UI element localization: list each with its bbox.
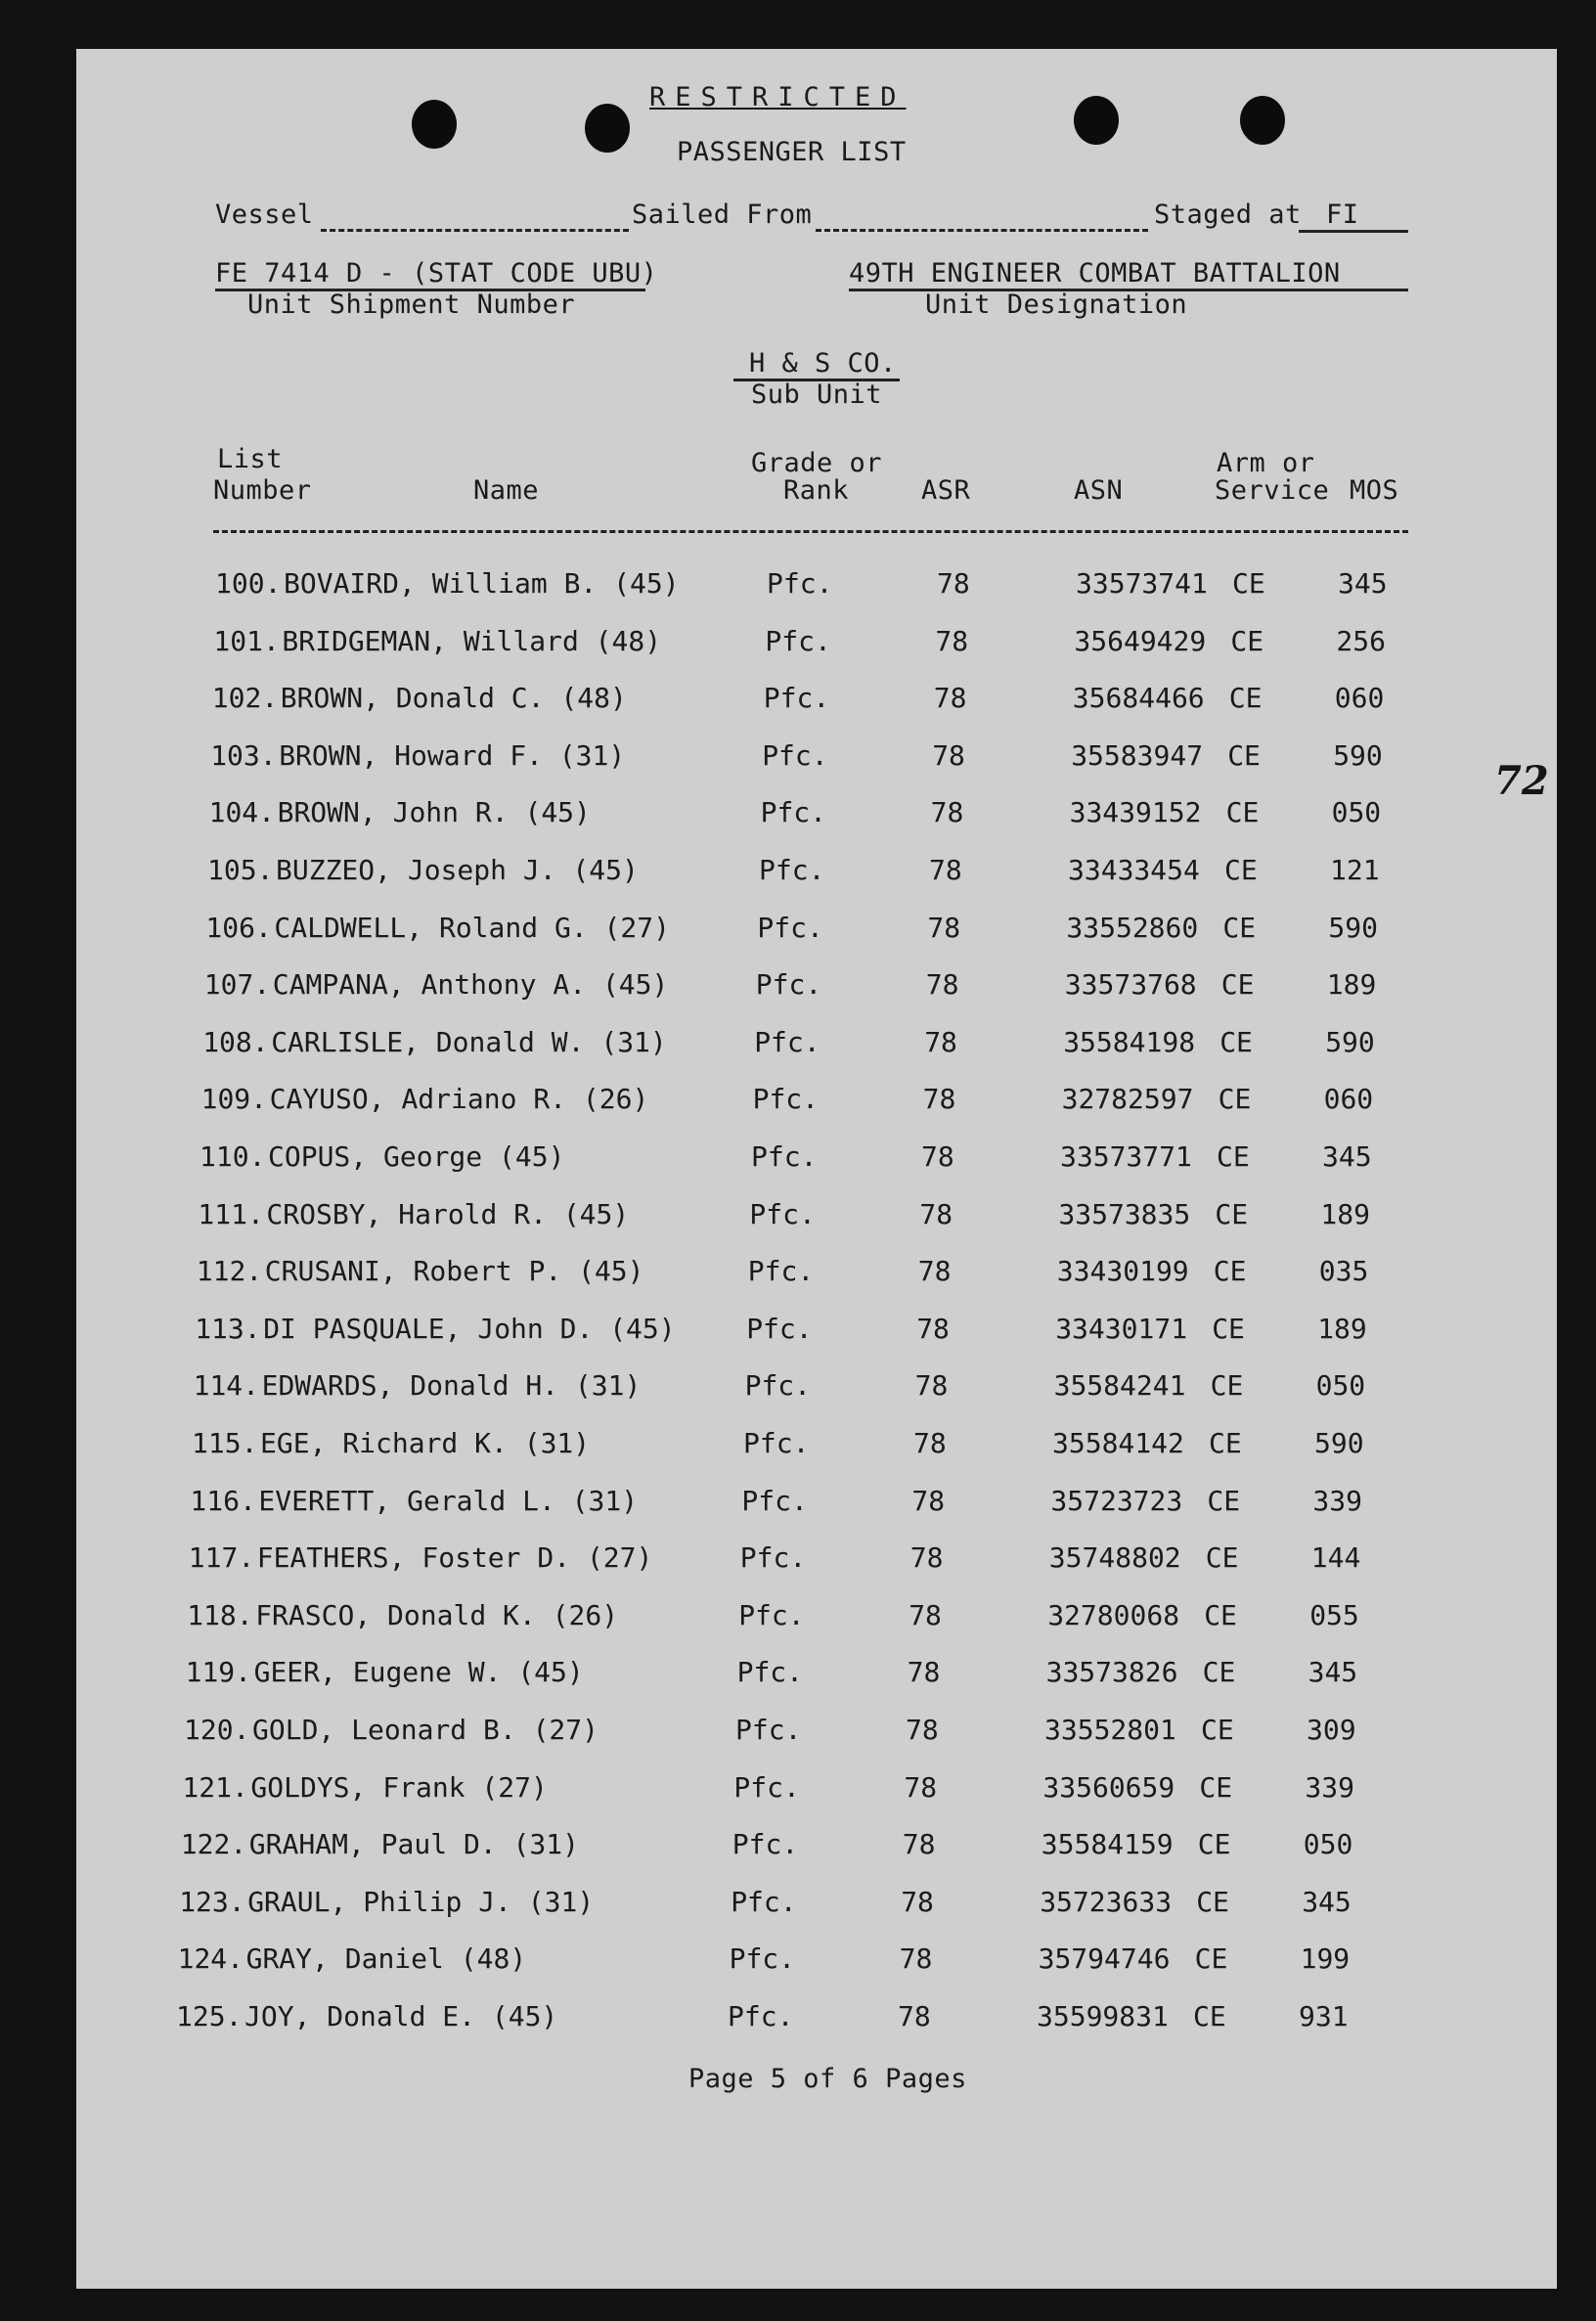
- col-arm-header: Arm or: [1217, 448, 1315, 478]
- passenger-name: GOLD, Leonard B. (27): [252, 1714, 599, 1746]
- list-number: 104.: [208, 796, 276, 829]
- col-name-header: Name: [473, 475, 540, 506]
- mos-code: 050: [1303, 1828, 1353, 1861]
- arm-service: CE: [1219, 1025, 1253, 1058]
- list-title: PASSENGER LIST: [677, 137, 907, 167]
- unit-designation: 49TH ENGINEER COMBAT BATTALION: [849, 258, 1408, 291]
- asn-value: 35584198: [1063, 1025, 1196, 1058]
- asr-value: 78: [904, 1770, 938, 1804]
- mos-code: 345: [1338, 567, 1388, 600]
- arm-service: CE: [1212, 1312, 1245, 1345]
- mos-code: 144: [1310, 1541, 1361, 1575]
- mos-code: 060: [1323, 1083, 1374, 1116]
- col-rank-header: Rank: [783, 475, 850, 506]
- arm-service: CE: [1225, 796, 1260, 829]
- asr-value: 78: [927, 911, 961, 944]
- asr-value: 78: [932, 738, 965, 772]
- asr-value: 78: [925, 968, 959, 1002]
- unit-designation-label: Unit Designation: [925, 290, 1188, 320]
- asr-value: 78: [935, 624, 969, 657]
- passenger-name: CRUSANI, Robert P. (45): [264, 1255, 644, 1288]
- margin-number: 72: [1494, 758, 1549, 804]
- passenger-name: DI PASQUALE, John D. (45): [263, 1312, 676, 1345]
- list-number: 109.: [200, 1083, 268, 1116]
- grade-rank: Pfc.: [741, 1484, 808, 1517]
- asn-value: 33433454: [1068, 854, 1200, 886]
- asn-value: 33573741: [1076, 567, 1208, 600]
- mos-code: 345: [1302, 1885, 1352, 1918]
- asn-value: 35684466: [1072, 682, 1205, 715]
- asr-value: 78: [937, 567, 970, 600]
- sub-unit-label: Sub Unit: [751, 379, 883, 410]
- grade-rank: Pfc.: [732, 1828, 799, 1861]
- punch-hole: [1074, 96, 1119, 145]
- passenger-name: BROWN, John R. (45): [277, 796, 591, 829]
- list-number: 103.: [210, 738, 277, 772]
- asn-value: 35584142: [1052, 1427, 1184, 1459]
- passenger-name: CAYUSO, Adriano R. (26): [269, 1083, 649, 1116]
- list-number: 115.: [192, 1427, 258, 1459]
- arm-service: CE: [1215, 1197, 1249, 1230]
- asr-value: 78: [922, 1083, 956, 1116]
- list-number: 106.: [205, 911, 272, 944]
- asr-value: 78: [913, 1427, 947, 1459]
- asr-value: 78: [914, 1369, 949, 1403]
- grade-rank: Pfc.: [751, 1140, 818, 1173]
- mos-code: 189: [1326, 968, 1377, 1002]
- arm-service: CE: [1222, 911, 1257, 944]
- asn-value: 35584159: [1041, 1828, 1174, 1861]
- asn-value: 35584241: [1053, 1369, 1186, 1403]
- passenger-name: BRIDGEMAN, Willard (48): [282, 624, 662, 657]
- asn-value: 32782597: [1061, 1083, 1194, 1116]
- passenger-name: EDWARDS, Donald H. (31): [261, 1369, 642, 1403]
- asr-value: 78: [930, 796, 964, 829]
- list-number: 119.: [185, 1656, 252, 1689]
- vessel-blank: [321, 229, 629, 232]
- arm-service: CE: [1197, 1828, 1231, 1861]
- col-asn-header: ASN: [1074, 475, 1124, 506]
- passenger-name: BROWN, Donald C. (48): [280, 682, 627, 715]
- list-number: 113.: [195, 1312, 261, 1345]
- grade-rank: Pfc.: [767, 567, 833, 600]
- grade-rank: Pfc.: [739, 1541, 807, 1575]
- list-number: 112.: [196, 1255, 263, 1288]
- asr-value: 78: [909, 1541, 944, 1575]
- list-number: 114.: [193, 1369, 260, 1403]
- mos-code: 345: [1322, 1140, 1372, 1173]
- list-number: 111.: [198, 1197, 264, 1230]
- asn-value: 33552860: [1066, 911, 1199, 944]
- asn-value: 35748802: [1048, 1541, 1181, 1575]
- unit-shipment-label: Unit Shipment Number: [247, 290, 576, 320]
- mos-code: 309: [1307, 1714, 1356, 1746]
- passenger-name: GEER, Eugene W. (45): [253, 1656, 584, 1689]
- arm-service: CE: [1217, 1140, 1250, 1173]
- list-number: 121.: [182, 1770, 248, 1804]
- punch-hole: [412, 100, 457, 149]
- mos-code: 590: [1325, 1025, 1375, 1058]
- mos-code: 050: [1331, 796, 1382, 829]
- arm-service: CE: [1199, 1770, 1233, 1804]
- arm-service: CE: [1228, 682, 1263, 715]
- list-number: 107.: [203, 968, 271, 1002]
- list-number: 101.: [213, 624, 280, 657]
- grade-rank: Pfc.: [733, 1770, 800, 1804]
- col-list-header: List: [217, 444, 284, 474]
- grade-rank: Pfc.: [738, 1598, 805, 1631]
- asr-value: 78: [906, 1714, 939, 1746]
- arm-service: CE: [1207, 1484, 1241, 1517]
- mos-code: 199: [1300, 1942, 1351, 1976]
- asr-value: 78: [916, 1312, 950, 1345]
- asn-value: 33439152: [1069, 796, 1202, 829]
- list-number: 100.: [215, 567, 282, 600]
- list-number: 120.: [184, 1714, 250, 1746]
- mos-code: 189: [1317, 1312, 1367, 1345]
- sub-unit: H & S CO.: [733, 348, 900, 381]
- asn-value: 33430199: [1056, 1255, 1189, 1288]
- grade-rank: Pfc.: [757, 911, 823, 944]
- passenger-name: CAMPANA, Anthony A. (45): [272, 968, 669, 1002]
- grade-rank: Pfc.: [762, 738, 828, 772]
- header-rule: [213, 530, 1408, 533]
- arm-service: CE: [1230, 624, 1264, 657]
- list-number: 124.: [177, 1942, 244, 1976]
- passenger-name: CROSBY, Harold R. (45): [266, 1197, 630, 1230]
- passenger-name: GRAHAM, Paul D. (31): [248, 1828, 579, 1861]
- sailed-from-label: Sailed From: [632, 200, 813, 230]
- list-number: 118.: [187, 1598, 253, 1631]
- grade-rank: Pfc.: [759, 854, 825, 886]
- asr-value: 78: [933, 682, 967, 715]
- asr-value: 78: [907, 1656, 941, 1689]
- grade-rank: Pfc.: [765, 624, 831, 657]
- document-page: [76, 49, 1557, 2289]
- mos-code: 256: [1336, 624, 1386, 657]
- page-info: Page 5 of 6 Pages: [688, 2064, 967, 2094]
- asn-value: 35794746: [1038, 1942, 1171, 1976]
- asn-value: 33552801: [1044, 1714, 1176, 1746]
- passenger-name: FRASCO, Donald K. (26): [255, 1598, 619, 1631]
- asr-value: 78: [929, 854, 962, 886]
- mos-code: 590: [1314, 1427, 1364, 1459]
- asr-value: 78: [924, 1025, 957, 1058]
- asn-value: 33573768: [1064, 968, 1197, 1002]
- asr-value: 78: [909, 1598, 942, 1631]
- punch-hole: [585, 104, 630, 153]
- asr-value: 78: [899, 1942, 933, 1976]
- asn-value: 35723723: [1050, 1484, 1183, 1517]
- mos-code: 345: [1308, 1656, 1358, 1689]
- sailed-from-blank: [816, 229, 1148, 232]
- grade-rank: Pfc.: [729, 1942, 796, 1976]
- grade-rank: Pfc.: [760, 796, 827, 829]
- asn-value: 33573771: [1060, 1140, 1192, 1173]
- passenger-name: EVERETT, Gerald L. (31): [258, 1484, 639, 1517]
- mos-code: 035: [1318, 1255, 1369, 1288]
- list-number: 123.: [179, 1885, 245, 1918]
- asr-value: 78: [917, 1255, 952, 1288]
- arm-service: CE: [1224, 854, 1258, 886]
- arm-service: CE: [1210, 1369, 1244, 1403]
- asn-value: 33573826: [1045, 1656, 1178, 1689]
- col-grade-header: Grade or: [751, 448, 883, 478]
- list-number: 117.: [188, 1541, 255, 1575]
- passenger-name: GRAY, Daniel (48): [245, 1942, 527, 1976]
- arm-service: CE: [1205, 1541, 1239, 1575]
- passenger-name: BUZZEO, Joseph J. (45): [276, 854, 639, 886]
- list-number: 105.: [207, 854, 274, 886]
- list-number: 108.: [202, 1025, 269, 1058]
- mos-code: 121: [1330, 854, 1380, 886]
- passenger-name: FEATHERS, Foster D. (27): [256, 1541, 653, 1575]
- arm-service: CE: [1194, 1942, 1228, 1976]
- asr-value: 78: [919, 1197, 953, 1230]
- mos-code: 060: [1334, 682, 1385, 715]
- grade-rank: Pfc.: [736, 1656, 804, 1689]
- arm-service: CE: [1193, 2000, 1226, 2032]
- passenger-name: COPUS, George (45): [268, 1140, 565, 1173]
- grade-rank: Pfc.: [746, 1312, 813, 1345]
- list-number: 116.: [190, 1484, 256, 1517]
- arm-service: CE: [1227, 738, 1261, 772]
- grade-rank: Pfc.: [744, 1369, 812, 1403]
- asn-value: 33430171: [1055, 1312, 1188, 1345]
- asn-value: 35599831: [1037, 2000, 1169, 2032]
- arm-service: CE: [1209, 1427, 1242, 1459]
- passenger-name: CALDWELL, Roland G. (27): [274, 911, 670, 944]
- arm-service: CE: [1201, 1714, 1234, 1746]
- grade-rank: Pfc.: [754, 1025, 820, 1058]
- asn-value: 33573835: [1058, 1197, 1191, 1230]
- grade-rank: Pfc.: [749, 1197, 816, 1230]
- passenger-name: GRAUL, Philip J. (31): [247, 1885, 595, 1918]
- staged-at-value: FI: [1299, 200, 1408, 233]
- arm-service: CE: [1196, 1885, 1229, 1918]
- list-number: 125.: [176, 2000, 243, 2032]
- arm-service: CE: [1202, 1656, 1236, 1689]
- staged-at-label: Staged at: [1154, 200, 1302, 230]
- passenger-name: EGE, Richard K. (31): [260, 1427, 591, 1459]
- grade-rank: Pfc.: [728, 2000, 794, 2032]
- list-number: 102.: [211, 682, 279, 715]
- list-number: 122.: [180, 1828, 247, 1861]
- arm-service: CE: [1218, 1083, 1252, 1116]
- mos-code: 189: [1320, 1197, 1370, 1230]
- passenger-name: CARLISLE, Donald W. (31): [271, 1025, 667, 1058]
- col-asr-header: ASR: [921, 475, 971, 506]
- grade-rank: Pfc.: [752, 1083, 820, 1116]
- list-number: 110.: [200, 1140, 266, 1173]
- col-mos-header: MOS: [1350, 475, 1399, 506]
- arm-service: CE: [1204, 1598, 1237, 1631]
- asr-value: 78: [911, 1484, 946, 1517]
- punch-hole: [1240, 96, 1285, 145]
- asn-value: 35723633: [1040, 1885, 1173, 1918]
- classification-title: RESTRICTED: [649, 82, 907, 112]
- asn-value: 33560659: [1042, 1770, 1175, 1804]
- mos-code: 339: [1312, 1484, 1362, 1517]
- passenger-name: GOLDYS, Frank (27): [250, 1770, 548, 1804]
- col-number-header: Number: [213, 475, 312, 506]
- passenger-name: BOVAIRD, William B. (45): [284, 567, 680, 600]
- asr-value: 78: [921, 1140, 954, 1173]
- mos-code: 931: [1299, 2000, 1349, 2032]
- mos-code: 590: [1328, 911, 1378, 944]
- passenger-name: JOY, Donald E. (45): [244, 2000, 558, 2032]
- grade-rank: Pfc.: [743, 1427, 810, 1459]
- asn-value: 35583947: [1071, 738, 1204, 772]
- grade-rank: Pfc.: [731, 1885, 797, 1918]
- grade-rank: Pfc.: [755, 968, 822, 1002]
- asn-value: 35649429: [1074, 624, 1207, 657]
- asr-value: 78: [898, 2000, 931, 2032]
- grade-rank: Pfc.: [763, 682, 830, 715]
- grade-rank: Pfc.: [747, 1255, 815, 1288]
- passenger-name: BROWN, Howard F. (31): [279, 738, 626, 772]
- asr-value: 78: [901, 1885, 934, 1918]
- asr-value: 78: [902, 1828, 936, 1861]
- vessel-label: Vessel: [215, 200, 314, 230]
- asn-value: 32780068: [1047, 1598, 1180, 1631]
- arm-service: CE: [1213, 1255, 1247, 1288]
- mos-code: 055: [1309, 1598, 1359, 1631]
- col-service-header: Service: [1215, 475, 1330, 506]
- arm-service: CE: [1220, 968, 1255, 1002]
- grade-rank: Pfc.: [735, 1714, 802, 1746]
- unit-shipment-number: FE 7414 D - (STAT CODE UBU): [215, 258, 645, 291]
- mos-code: 590: [1333, 738, 1383, 772]
- mos-code: 050: [1315, 1369, 1366, 1403]
- mos-code: 339: [1305, 1770, 1354, 1804]
- arm-service: CE: [1232, 567, 1265, 600]
